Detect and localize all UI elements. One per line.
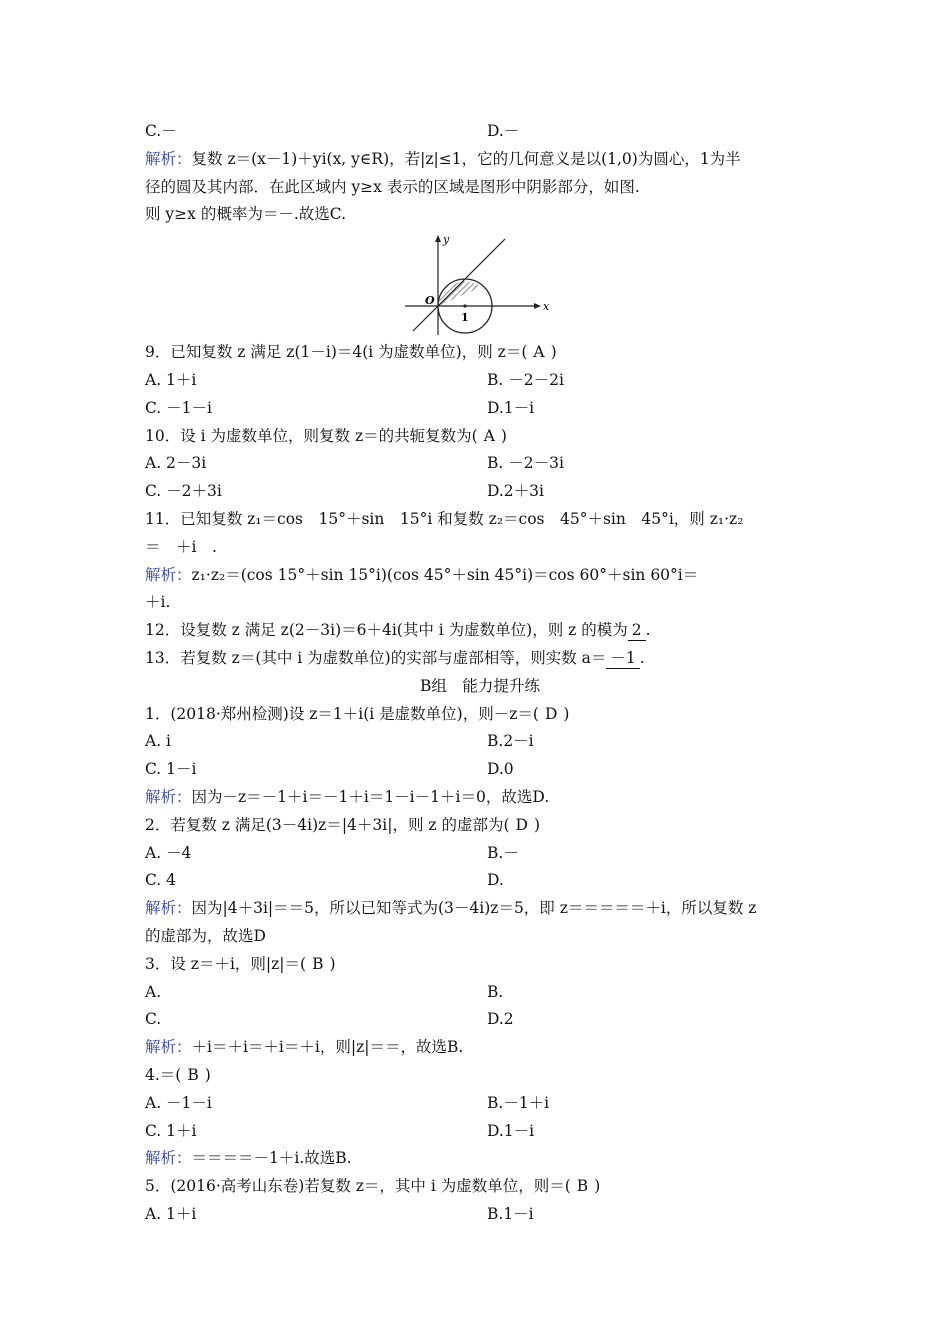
question-10: 10．设 i 为虚数单位，则复数 z＝的共轭复数为( A ) bbox=[145, 423, 815, 451]
question-11-cont: ＝ ＋i . bbox=[145, 537, 217, 556]
option-a: A. －4 bbox=[145, 843, 192, 862]
solution-label: 解析： bbox=[145, 1149, 192, 1168]
options-row bbox=[145, 478, 815, 506]
option-a: A. i bbox=[145, 732, 172, 751]
option-b: B.2－i bbox=[487, 732, 534, 751]
option-b: B.－ bbox=[487, 843, 519, 862]
option-b: B.1－i bbox=[487, 1204, 534, 1223]
solution-line: 解析：＋i＝＋i＝＋i＝＋i，则|z|＝＝，故选B. bbox=[145, 1038, 464, 1057]
circle-figure bbox=[145, 229, 815, 339]
solution-text: 径的圆及其内部．在此区域内 y≥x 表示的区域是图形中阴影部分，如图. bbox=[145, 177, 640, 196]
solution-label: 解析： bbox=[145, 149, 192, 168]
option-c: C. 1＋i bbox=[145, 1121, 197, 1140]
option-a: A. 1＋i bbox=[145, 370, 197, 389]
options-row bbox=[145, 118, 815, 146]
option-d: D.1－i bbox=[487, 1121, 535, 1140]
answer: B bbox=[312, 954, 324, 973]
solution-line: 解析：z₁·z₂＝(cos 15°＋sin 15°i)(cos 45°＋sin 45°i)＝cos 60°＋sin 60°i＝ bbox=[145, 565, 699, 584]
answer: D bbox=[544, 704, 558, 723]
options-row bbox=[145, 450, 815, 478]
question-b1: 1．(2018·郑州检测)设 z＝1＋i(i 是虚数单位)，则－z＝( D ) bbox=[145, 701, 815, 729]
options-row bbox=[145, 367, 815, 395]
solution-line: 解析：因为－z＝－1＋i＝－1＋i＝1－i－1＋i＝0，故选D. bbox=[145, 787, 550, 806]
answer: B bbox=[576, 1177, 589, 1196]
section-title: B组 能力提升练 bbox=[420, 676, 540, 695]
origin-label: O bbox=[425, 294, 435, 308]
question-13: 13．若复数 z＝(其中 i 为虚数单位)的实部与虚部相等，则实数 a＝ －1 . bbox=[145, 648, 645, 667]
x-axis-label: x bbox=[543, 300, 550, 314]
solution-text: 复数 z＝(x－1)＋yi(x, y∈R)，若|z|≤1，它的几何意义是以(1,0)为圆心，1为半 bbox=[191, 149, 741, 168]
one-label: 1 bbox=[461, 311, 469, 325]
option-c: C. 1－i bbox=[145, 760, 197, 779]
option-b: B. －2－3i bbox=[487, 454, 564, 473]
answer: A bbox=[483, 426, 495, 445]
solution-label: 解析： bbox=[145, 565, 192, 584]
option-b: B. －2－2i bbox=[487, 370, 564, 389]
question-b4: 4.＝( B ) bbox=[145, 1062, 815, 1090]
solution-line bbox=[145, 174, 815, 202]
options-row bbox=[145, 1090, 815, 1118]
solution-label: 解析： bbox=[145, 787, 192, 806]
question-11: 11．已知复数 z₁＝cos 15°＋sin 15°i 和复数 z₂＝cos 45°＋sin 45°i，则 z₁·z₂ bbox=[145, 509, 744, 528]
option-a: A. －1－i bbox=[145, 1093, 212, 1112]
options-row bbox=[145, 756, 815, 784]
option-b: B. bbox=[487, 982, 504, 1001]
option-c: C.－ bbox=[145, 122, 177, 140]
option-c: C. －1－i bbox=[145, 398, 212, 417]
options-row bbox=[145, 1201, 815, 1229]
solution-label: 解析： bbox=[145, 899, 192, 918]
options-row bbox=[145, 1118, 815, 1146]
answer: D bbox=[515, 815, 528, 834]
solution-line: ＋i. bbox=[145, 593, 171, 612]
option-a: A. bbox=[145, 982, 162, 1001]
document-page bbox=[145, 118, 815, 1229]
solution-line: 的虚部为，故选D bbox=[145, 926, 266, 945]
solution-line bbox=[145, 201, 815, 229]
options-row bbox=[145, 728, 815, 756]
options-row bbox=[145, 395, 815, 423]
option-c: C. 4 bbox=[145, 871, 177, 890]
question-9: 9．已知复数 z 满足 z(1－i)＝4(i 为虚数单位)，则 z＝( A ) bbox=[145, 339, 815, 367]
y-axis-label: y bbox=[443, 233, 450, 247]
answer: B bbox=[187, 1065, 199, 1084]
option-c: C. －2＋3i bbox=[145, 482, 222, 501]
question-b3: 3．设 z＝＋i，则|z|＝( B ) bbox=[145, 951, 815, 979]
option-b: B.－1＋i bbox=[487, 1093, 550, 1112]
solution-line: 解析：因为|4＋3i|＝＝5，所以已知等式为(3－4i)z＝5，即 z＝＝＝＝＝＋i，所以复数 z bbox=[145, 899, 757, 918]
option-d: D. bbox=[487, 871, 504, 890]
solution-line: 解析：＝＝＝＝－1＋i.故选B. bbox=[145, 1149, 352, 1168]
option-a: A. 1＋i bbox=[145, 1204, 197, 1223]
options-row bbox=[145, 1006, 815, 1034]
option-d: D.0 bbox=[487, 760, 514, 779]
solution-label: 解析： bbox=[145, 1038, 192, 1057]
option-d: D.2 bbox=[487, 1010, 514, 1029]
options-row bbox=[145, 979, 815, 1007]
question-b5: 5．(2016·高考山东卷)若复数 z＝，其中 i 为虚数单位，则＝( B ) bbox=[145, 1173, 815, 1201]
question-12: 12．设复数 z 满足 z(2－3i)＝6＋4i(其中 i 为虚数单位)，则 z 的模为 2 . bbox=[145, 621, 651, 640]
answer-blank: 2 bbox=[628, 620, 646, 641]
options-row bbox=[145, 840, 815, 868]
options-row bbox=[145, 867, 815, 895]
option-d: D.－ bbox=[487, 122, 520, 140]
solution-text: 则 y≥x 的概率为＝－.故选C. bbox=[145, 205, 347, 224]
option-d: D.2＋3i bbox=[487, 482, 544, 501]
answer-blank: －1 bbox=[606, 648, 639, 669]
solution-line bbox=[145, 146, 815, 174]
question-b2: 2．若复数 z 满足(3－4i)z＝|4＋3i|，则 z 的虚部为( D ) bbox=[145, 812, 815, 840]
answer: A bbox=[533, 343, 545, 362]
option-c: C. bbox=[145, 1010, 162, 1029]
option-a: A. 2－3i bbox=[145, 454, 207, 473]
option-d: D.1－i bbox=[487, 398, 535, 417]
